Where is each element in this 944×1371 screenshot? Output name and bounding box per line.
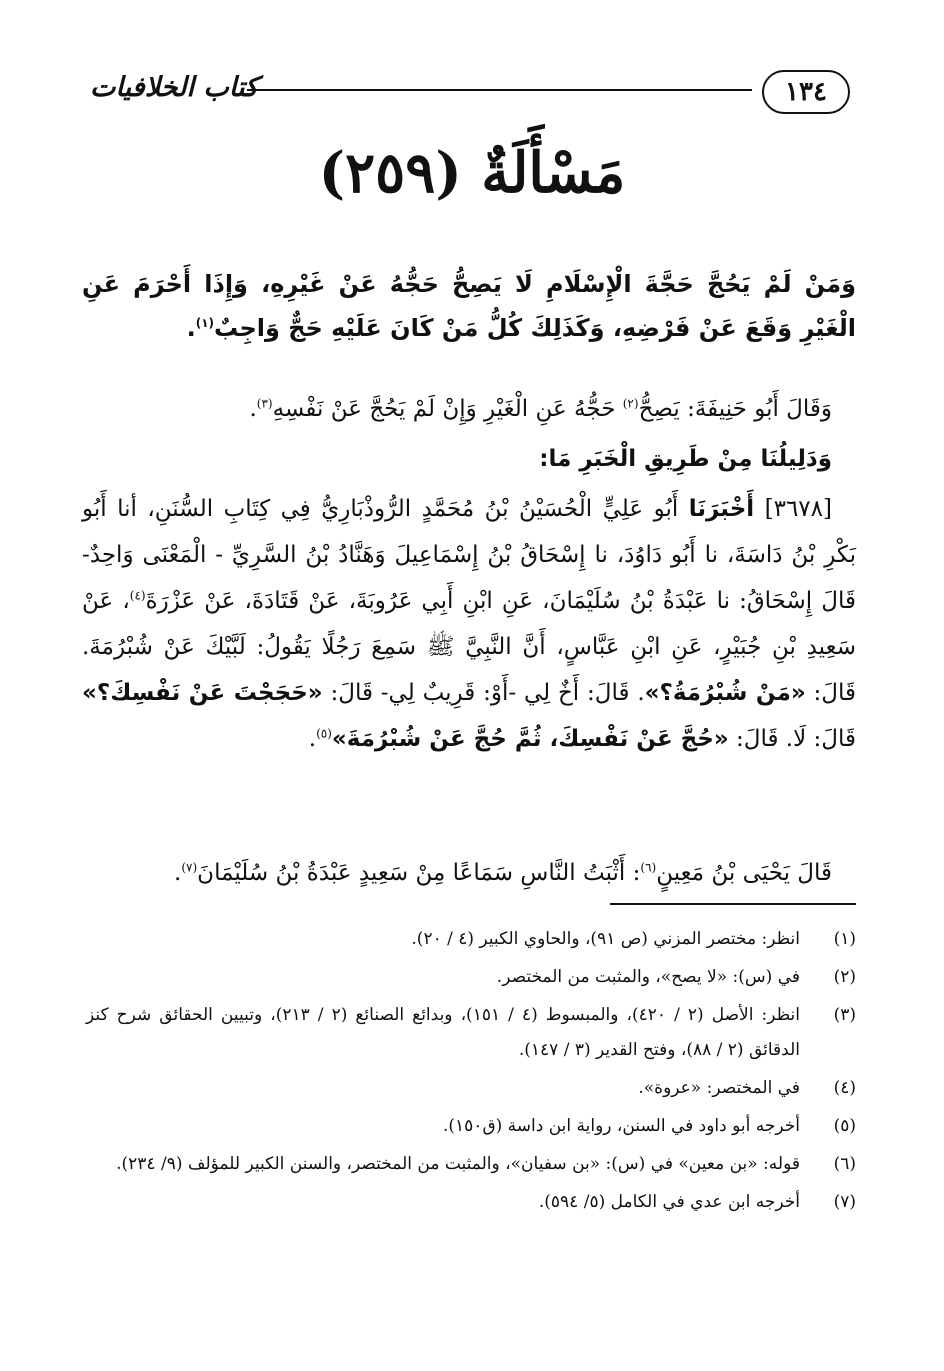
footnote-number: (٤) <box>833 1078 856 1098</box>
abu-hanifa-paragraph: وَقَالَ أَبُو حَنِيفَةَ: يَصِحُّ$^{(٢)}$ حَجُّهُ عَنِ الْغَيْرِ وَإِنْ لَمْ يَحُجَّ عَنْ نَفْسِهِ$^{(٣)}$. <box>249 396 832 422</box>
hadith-quote-2: «حَجَجْتَ عَنْ نَفْسِكَ؟» <box>82 680 323 706</box>
yahya-paragraph <box>82 850 856 896</box>
footnote-number: (٧) <box>833 1192 856 1212</box>
footnote-item <box>86 922 856 957</box>
hadith-text-d: قَالَ: لَا. قَالَ: <box>728 726 856 752</box>
evidence-text: وَدَلِيلُنَا مِنْ طَرِيقِ الْخَبَرِ مَا: <box>539 446 832 472</box>
hadith-text-b: ، عَنْ سَعِيدِ بْنِ جُبَيْرٍ، عَنِ ابْنِ عَبَّاسٍ، أَنَّ النَّبِيَّ ﷺ سَمِعَ رَجُلًا يَقُولُ: لَبَّيْكَ عَنْ شُبْرُمَةَ. قَالَ: <box>82 588 857 706</box>
book-title: كتاب الخلافيات <box>90 72 259 103</box>
hadith-end: . <box>308 726 317 752</box>
header-rule <box>247 89 752 91</box>
page-number-badge <box>762 70 850 114</box>
footnote-ref: (٤) <box>129 588 146 603</box>
footnote-ref: (١) <box>195 316 215 330</box>
yahya-text-b: : أَثْبَتُ النَّاسِ سَمَاعًا مِنْ سَعِيدٍ عَبْدَةُ بْنُ سُلَيْمَانَ <box>197 860 641 886</box>
yahya-text-a: قَالَ يَحْيَى بْنُ مَعِينٍ <box>656 860 832 886</box>
yahya-end: . <box>174 860 182 886</box>
footnote-ref: (٦) <box>640 860 657 875</box>
page-header <box>80 60 850 122</box>
footnote-ref: (٥) <box>316 726 332 741</box>
footnote-number: (٥) <box>833 1116 856 1136</box>
footnote-number: (٢) <box>833 967 856 987</box>
abu-hanifa-text-b: حَجُّهُ عَنِ الْغَيْرِ وَإِنْ لَمْ يَحُجَّ عَنْ نَفْسِهِ <box>272 396 623 422</box>
hadith-quote-3: «حُجَّ عَنْ نَفْسِكَ، ثُمَّ حُجَّ عَنْ شُبْرُمَةَ» <box>331 726 729 752</box>
footnote-text: أخرجه ابن عدي في الكامل (٥/ ٥٩٤). <box>538 1192 800 1212</box>
akhbarana-word: أَخْبَرَنَا <box>688 496 755 522</box>
lead-ruling-paragraph: وَمَنْ لَمْ يَحُجَّ حَجَّةَ الْإِسْلَامِ لَا يَصِحُّ حَجُّهُ عَنْ غَيْرِهِ، وَإِذَا أَحْرَمَ عَنِ الْغَيْرِ وَقَعَ عَنْ فَرْضِهِ، وَكَذَلِكَ كُلُّ مَنْ كَانَ عَلَيْهِ حَجٌّ وَاجِبٌ$^{(١)}$. <box>82 270 856 342</box>
footnote-text: انظر: مختصر المزني (ص ٩١)، والحاوي الكبير (٤ / ٢٠). <box>411 929 800 949</box>
lead-text: وَمَنْ لَمْ يَحُجَّ حَجَّةَ الْإِسْلَامِ لَا يَصِحُّ حَجُّهُ عَنْ غَيْرِهِ، وَإِذَا أَحْرَمَ عَنِ الْغَيْرِ وَقَعَ عَنْ فَرْضِهِ، وَكَذَلِكَ كُلُّ مَنْ كَانَ عَلَيْهِ حَجٌّ وَاجِبٌ <box>82 270 856 342</box>
footnote-number: (٦) <box>833 1154 856 1174</box>
abu-hanifa-text-a: وَقَالَ أَبُو حَنِيفَةَ: يَصِحُّ <box>638 396 832 422</box>
footnotes-list <box>86 922 856 1223</box>
footnote-ref: (٢) <box>622 396 639 411</box>
footnote-item <box>86 1109 856 1144</box>
footnote-item <box>86 1071 856 1106</box>
footnote-text: في المختصر: «عروة». <box>638 1078 800 1098</box>
hadith-quote-1: «مَنْ شُبْرُمَةُ؟» <box>644 680 806 706</box>
footnote-text: قوله: «بن معين» في (س): «بن سفيان»، والمثبت من المختصر، والسنن الكبير للمؤلف (٩/ ٢٣٤). <box>116 1154 800 1174</box>
footnote-item <box>86 1147 856 1182</box>
footnote-text: انظر: الأصل (٢ / ٤٢٠)، والمبسوط (٤ / ١٥١)، وبدائع الصنائع (٢ / ٢١٣)، وتبيين الحقائق شرح كنز الدقائق (٢ / ٨٨)، وفتح القدير (٣ / ١٤٧). <box>86 1005 800 1060</box>
footnote-number: (١) <box>833 929 856 949</box>
footnote-item <box>86 998 856 1068</box>
evidence-heading <box>82 436 856 482</box>
masala-heading: مَسْأَلَةٌ (٢٥٩) <box>318 140 626 206</box>
footnote-ref: (٧) <box>181 860 198 875</box>
footnote-ref: (٣) <box>256 396 273 411</box>
hadith-isnad: أَبُو عَلِيٍّ الْحُسَيْنُ بْنُ مُحَمَّدٍ الرُّوذْبَارِيُّ فِي كِتَابِ السُّنَنِ، أنا أَبُو بَكْرِ بْنُ دَاسَةَ، نا أَبُو دَاوُدَ، نا إِسْحَاقُ بْنُ إِسْمَاعِيلَ وَهَنَّادُ بْنُ السَّرِيِّ - الْمَعْنَى وَاحِدٌ- قَالَ إِسْحَاقُ: نا عَبْدَةُ بْنُ سُلَيْمَانَ، عَنِ ابْنِ أَبِي عَرُوبَةَ، عَنْ قَتَادَةَ، عَنْ عَزْرَةَ <box>82 496 856 614</box>
footnote-text: في (س): «لا يصح»، والمثبت من المختصر. <box>496 967 800 987</box>
hadith-text-c: . قَالَ: أَخٌ لِي -أَوْ: قَرِيبٌ لِي- قَالَ: <box>322 680 645 706</box>
footnote-item <box>86 1185 856 1220</box>
footnote-separator <box>610 903 856 905</box>
footnote-text: أخرجه أبو داود في السنن، رواية ابن داسة (ق١٥٠). <box>442 1116 800 1136</box>
footnote-item <box>86 960 856 995</box>
page-number: ١٣٤ <box>785 77 827 107</box>
hadith-number: [٣٦٧٨] <box>764 496 832 522</box>
hadith-paragraph <box>82 486 856 762</box>
footnote-number: (٣) <box>833 1005 856 1025</box>
